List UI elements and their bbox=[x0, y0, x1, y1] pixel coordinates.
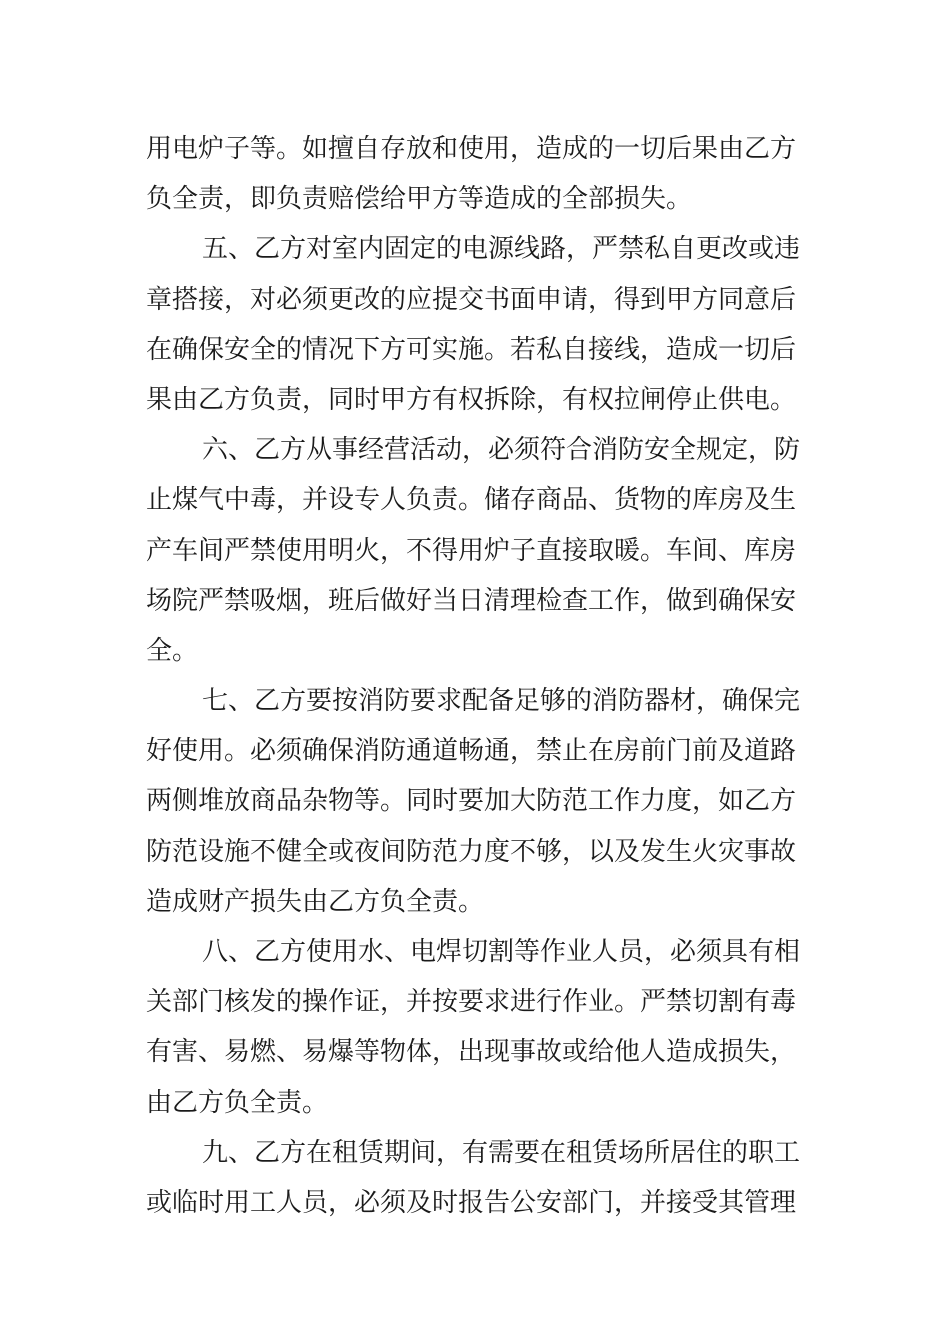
text-line: 九、乙方在租赁期间，有需要在租赁场所居住的职工 bbox=[202, 1137, 801, 1168]
text-line: 关部门核发的操作证，并按要求进行作业。严禁切割有毒 bbox=[146, 987, 797, 1018]
paragraph-clause-8 bbox=[146, 927, 816, 1128]
text-line: 章搭接，对必须更改的应提交书面申请，得到甲方同意后 bbox=[146, 284, 797, 315]
text-line: 八、乙方使用水、电焊切割等作业人员，必须具有相 bbox=[202, 937, 801, 967]
text-line: 用电炉子等。如擅自存放和使用，造成的一切后果由乙方 bbox=[146, 134, 797, 164]
text-line: 造成财产损失由乙方负全责。 bbox=[146, 886, 485, 917]
text-line: 两侧堆放商品杂物等。同时要加大防范工作力度，如乙方 bbox=[146, 786, 797, 817]
document-body bbox=[146, 124, 816, 1228]
paragraph-clause-9 bbox=[146, 1128, 816, 1228]
text-line: 由乙方负全责。 bbox=[146, 1087, 329, 1118]
paragraph-clause-5 bbox=[146, 224, 816, 425]
text-line: 或临时用工人员，必须及时报告公安部门，并接受其管理 bbox=[146, 1187, 797, 1218]
text-line: 在确保安全的情况下方可实施。若私自接线，造成一切后 bbox=[146, 334, 797, 365]
text-line: 好使用。必须确保消防通道畅通，禁止在房前门前及道路 bbox=[146, 736, 797, 767]
text-line: 全。 bbox=[146, 635, 199, 666]
text-line: 五、乙方对室内固定的电源线路，严禁私自更改或违 bbox=[202, 234, 801, 265]
paragraph-clause-6 bbox=[146, 425, 816, 676]
text-line: 果由乙方负责，同时甲方有权拆除，有权拉闸停止供电。 bbox=[146, 384, 797, 415]
text-line: 负全责，即负责赔偿给甲方等造成的全部损失。 bbox=[146, 184, 693, 215]
text-line: 防范设施不健全或夜间防范力度不够，以及发生火灾事故 bbox=[146, 836, 797, 867]
paragraph-clause-7 bbox=[146, 676, 816, 927]
paragraph-continued bbox=[146, 124, 816, 224]
text-line: 六、乙方从事经营活动，必须符合消防安全规定，防 bbox=[202, 435, 801, 466]
text-line: 七、乙方要按消防要求配备足够的消防器材，确保完 bbox=[202, 686, 801, 717]
text-line: 有害、易燃、易爆等物体，出现事故或给他人造成损失， bbox=[146, 1037, 797, 1068]
text-line: 止煤气中毒，并设专人负责。储存商品、货物的库房及生 bbox=[146, 485, 797, 516]
text-line: 产车间严禁使用明火，不得用炉子直接取暖。车间、库房 bbox=[146, 535, 797, 566]
text-line: 场院严禁吸烟，班后做好当日清理检查工作，做到确保安 bbox=[146, 585, 797, 616]
